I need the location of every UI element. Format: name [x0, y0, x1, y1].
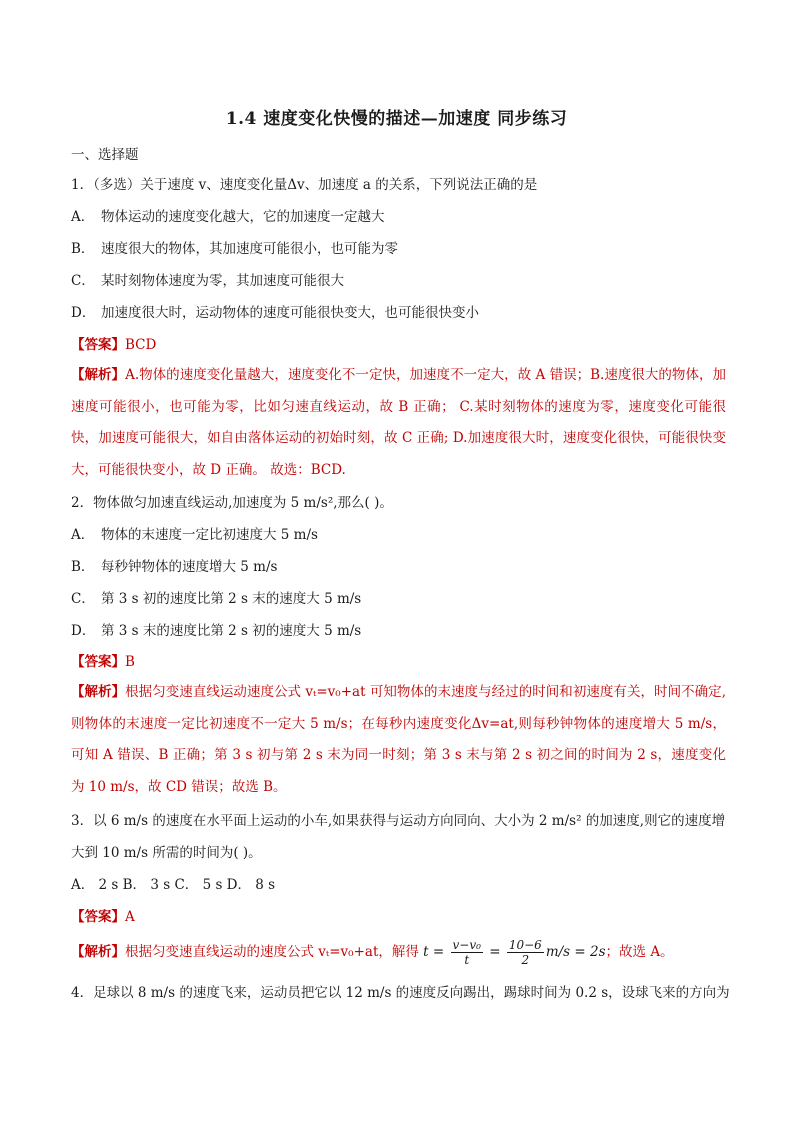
formula-t: t = — [418, 944, 449, 960]
fraction-numerator: 10−6 — [508, 938, 542, 952]
option-text: 物体的末速度一定比初速度大 5 m/s — [101, 527, 318, 543]
question-1-analysis — [71, 360, 726, 486]
question-2-option-a — [71, 525, 318, 545]
analysis-text: 根据匀变速直线运动速度公式 vₜ=v₀+at 可知物体的末速度与经过的时间和初速度有关，时间不确定,则物体的末速度一定比初速度不一定大 5 m/s；在每秒内速度变化Δv=at,则每秒钟物体的速度增大 5 m/s，可知 A 错误、B 正确；第 3 s 初与第 2 s 末为同一时刻；第 3 s 末与第 2 s 初之间的时间为 2 s，速度变化为 10 m/s，故 CD 错误；故选 B。 — [71, 684, 726, 795]
analysis-tag: 【解析】 — [71, 684, 126, 700]
question-1-option-b — [71, 239, 398, 259]
question-1-option-d — [71, 303, 479, 323]
fraction-denominator: t — [464, 953, 470, 967]
analysis-tag: 【解析】 — [71, 944, 125, 960]
option-text: 某时刻物体速度为零，其加速度可能很大 — [101, 273, 344, 289]
question-1-option-a — [71, 207, 385, 227]
question-4-stem: 4．足球以 8 m/s 的速度飞来，运动员把它以 12 m/s 的速度反向踢出，踢球时间为 0.2 s，设球飞来的方向为 — [71, 985, 730, 1001]
option-text: 第 3 s 初的速度比第 2 s 末的速度大 5 m/s — [101, 591, 362, 607]
answer-value: A — [125, 909, 135, 925]
question-2-analysis — [71, 677, 726, 803]
analysis-text: A.物体的速度变化量越大，速度变化不一定快，加速度不一定大，故 A 错误；B.速度很大的物体，加速度可能很小，也可能为零，比如匀速直线运动，故 B 正确； C.某时刻物体的速度为零，速度变化可能很快，加速度可能很大，如自由落体运动的初始时刻，故 C 正确; D.加速度很大时，速度变化很快，可能很快变大，可能很快变小，故 D 正确。 故选：BCD. — [71, 367, 726, 478]
answer-value: B — [125, 654, 135, 670]
formula-result: m/s = 2s — [545, 944, 606, 960]
question-1-answer — [71, 335, 156, 355]
option-text: 加速度很大时，运动物体的速度可能很快变大，也可能很快变小 — [101, 305, 479, 321]
question-2-stem: 2．物体做匀加速直线运动,加速度为 5 m/s²,那么( )。 — [71, 495, 393, 511]
answer-value: BCD — [125, 337, 157, 353]
analysis-text-end: ；故选 A。 — [605, 944, 674, 960]
question-3-answer — [71, 907, 135, 927]
option-label: D． — [71, 305, 96, 321]
section-heading: 一、选择题 — [71, 147, 139, 163]
question-2-answer — [71, 652, 135, 672]
formula-equals: = — [484, 944, 505, 960]
question-2-option-c — [71, 589, 361, 609]
option-text: 物体运动的速度变化越大，它的加速度一定越大 — [101, 209, 385, 225]
answer-tag: 【答案】 — [71, 909, 125, 925]
analysis-text: 根据匀变速直线运动的速度公式 vₜ=v₀+at，解得 — [125, 944, 419, 960]
option-label: D． — [71, 623, 96, 639]
formula-fraction-1 — [451, 938, 483, 967]
question-1-option-c — [71, 271, 344, 291]
answer-tag: 【答案】 — [71, 337, 125, 353]
analysis-tag: 【解析】 — [71, 367, 126, 383]
option-text: 每秒钟物体的速度增大 5 m/s — [101, 559, 278, 575]
option-text: 速度很大的物体，其加速度可能很小，也可能为零 — [101, 241, 398, 257]
page-title: 1.4 速度变化快慢的描述—加速度 同步练习 — [225, 109, 568, 129]
option-label: B． — [71, 241, 95, 257]
question-2-option-d — [71, 621, 361, 641]
formula-fraction-2 — [507, 938, 544, 967]
question-2-option-b — [71, 557, 277, 577]
option-label: C． — [71, 273, 95, 289]
answer-tag: 【答案】 — [71, 654, 125, 670]
fraction-numerator: v−v₀ — [452, 938, 481, 952]
option-label: A． — [71, 527, 95, 543]
option-text: 第 3 s 末的速度比第 2 s 初的速度大 5 m/s — [101, 623, 362, 639]
option-label: A． — [71, 209, 95, 225]
fraction-denominator: 2 — [521, 953, 530, 967]
question-1-stem: 1．（多选）关于速度 v、速度变化量Δv、加速度 a 的关系，下列说法正确的是 — [71, 177, 538, 193]
question-3-analysis — [71, 934, 674, 970]
option-label: B． — [71, 559, 95, 575]
question-3-stem-line-1: 3．以 6 m/s 的速度在水平面上运动的小车,如果获得与运动方向同向、大小为 2 m/s² 的加速度,则它的速度增 — [71, 813, 726, 829]
option-label: C． — [71, 591, 95, 607]
question-3-options: A． 2 s B． 3 s C． 5 s D． 8 s — [71, 877, 276, 893]
question-3-stem-line-2: 大到 10 m/s 所需的时间为( )。 — [71, 845, 262, 861]
